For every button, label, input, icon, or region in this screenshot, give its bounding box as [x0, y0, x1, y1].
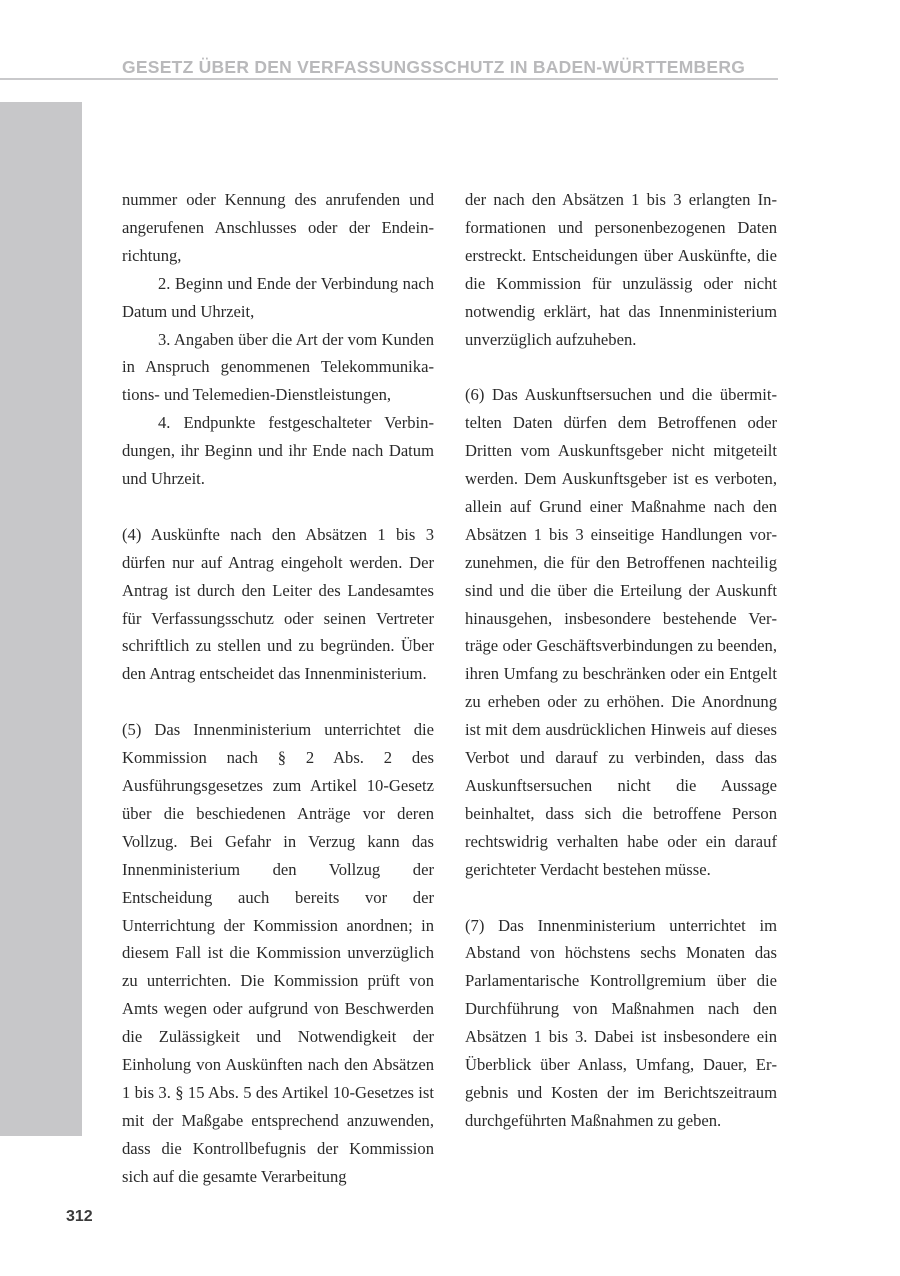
paragraph: nummer oder Kennung des anrufenden und angerufenen Anschlusses oder der Endeinrichtung, [122, 190, 434, 265]
paragraph-5-continued: der nach den Absätzen 1 bis 3 erlangten Informationen und personenbezogenen Daten erstreckt. Entscheidungen über Auskünfte, die die Kommission für unzulässig oder nicht notwendig erklärt, hat das Innenministerium unverzüglich aufzuheben. [465, 190, 777, 349]
list-item-3: 3. Angaben über die Art der vom Kunden in Anspruch genommenen Telekommunikations- und Telemedien-Dienstleistungen, [122, 329, 434, 405]
header-rule [0, 78, 778, 80]
page-number: 312 [66, 1208, 93, 1225]
side-margin-bar [0, 102, 82, 1136]
list-item-4: 4. Endpunkte festgeschalteter Verbindungen, ihr Beginn und ihr Ende nach Datum und Uhrzeit. [122, 413, 434, 489]
paragraph-4: (4) Auskünfte nach den Absätzen 1 bis 3 dürfen nur auf Antrag eingeholt werden. Der Antrag ist durch den Leiter des Landesamtes für Verfassungsschutz oder seinen Vertreter schriftlich zu stellen und zu begründen. Über den Antrag entscheidet das Innenministerium. [122, 524, 434, 684]
running-header-title: GESETZ ÜBER DEN VERFASSUNGSSCHUTZ IN BADEN-WÜRTTEMBERG [122, 57, 746, 77]
paragraph-5: (5) Das Innenministerium unterrichtet die Kommission nach § 2 Abs. 2 des Ausführungsgesetzes zum Artikel 10-Gesetz über die beschiedenen Anträge vor deren Vollzug. Bei Gefahr in Verzug kann das Innenministerium den Vollzug der Entscheidung auch bereits vor der Unterrichtung der Kommission anordnen; in diesem Fall ist die Kommission unverzüglich zu unterrichten. Die Kommission prüft von Amts wegen oder aufgrund von Beschwerden die Zulässigkeit und Notwendigkeit der Einholung von Auskünften nach den Absätzen 1 bis 3. § 15 Abs. 5 des Artikel 10-Gesetzes ist mit der Maßgabe entsprechend anzuwenden, dass die Kontrollbefugnis der Kommission sich auf die gesamte Verarbeitung [122, 720, 434, 1186]
paragraph-6: (6) Das Auskunftsersuchen und die übermittelten Daten dürfen dem Betroffenen oder Dritten vom Auskunftsgeber nicht mitgeteilt werden. Dem Auskunftsgeber ist es verboten, allein auf Grund einer Maßnahme nach den Absätzen 1 bis 3 einseitige Handlungen vorzunehmen, die für den Betroffenen nachteilig sind und die über die Erteilung der Auskunft hinausgehen, insbesondere bestehende Verträge oder Geschäftsverbindungen zu beenden, ihren Umfang zu beschränken oder ein Entgelt zu erheben oder zu erhöhen. Die Anordnung ist mit dem ausdrücklichen Hinweis auf dieses Verbot und darauf zu verbinden, dass das Auskunftsersuchen nicht die Aussage beinhaltet, dass sich die betroffene Person rechtswidrig verhalten habe oder ein darauf gerichteter Verdacht bestehen müsse. [465, 385, 777, 879]
right-text-column [465, 186, 777, 1135]
list-item-2: 2. Beginn und Ende der Verbindung nach Datum und Uhrzeit, [122, 273, 434, 321]
paragraph-7: (7) Das Innenministerium unterrichtet im Abstand von höchstens sechs Monaten das Parlamentarische Kontrollgremium über die Durchführung von Maßnahmen nach den Absätzen 1 bis 3. Dabei ist insbesondere ein Überblick über Anlass, Umfang, Dauer, Ergebnis und Kosten der im Berichtszeitraum durchgeführten Maßnahmen zu geben. [465, 915, 777, 1130]
left-text-column [122, 186, 434, 1191]
